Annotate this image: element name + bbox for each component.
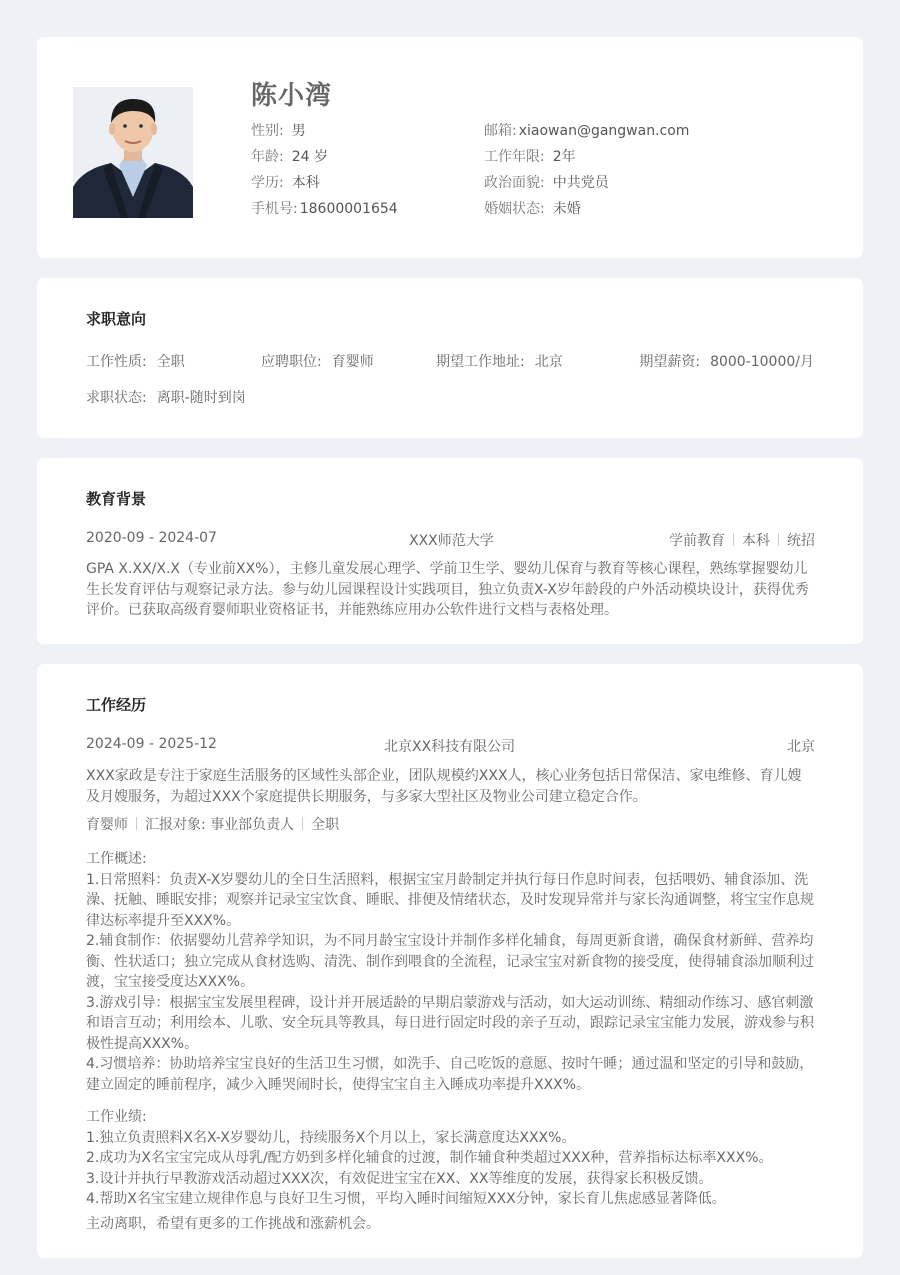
info-email: 邮箱: xiaowan@gangwan.com bbox=[484, 123, 690, 139]
overview-item: 3.游戏引导：根据宝宝发展里程碑，设计并开展适龄的早期启蒙游戏与活动，如大运动训练、精细动作练习、感官刺激和语言互动；利用绘本、儿歌、安全玩具等教具，每日进行固定时段的亲子互动，跟踪记录宝宝能力发展，游戏参与积极性提高XXX%。 bbox=[86, 994, 814, 1052]
work-company: 北京XX科技有限公司 bbox=[384, 739, 516, 755]
profile-info-right bbox=[484, 118, 689, 222]
info-degree: 学历: 本科 bbox=[251, 175, 320, 191]
overview-item: 4.习惯培养：协助培养宝宝良好的生活卫生习惯，如洗手、自己吃饭的意愿、按时午睡；通过温和坚定的引导和鼓励，建立固定的睡前程序，减少入睡哭闹时长，使得宝宝自主入睡成功率提升XXX%。 bbox=[86, 1056, 814, 1093]
info-age: 年龄: 24 岁 bbox=[251, 149, 328, 165]
profile-card bbox=[37, 37, 863, 258]
overview-item: 1.日常照料：负责X-X岁婴幼儿的全日生活照料，根据宝宝月龄制定并执行每日作息时间表，包括喂奶、辅食添加、洗澡、抚触、睡眠安排；观察并记录宝宝饮食、睡眠、排便及情绪状态，及时发现异常并与家长沟通调整，将宝宝作息规律达标率提升至XXX%。 bbox=[86, 871, 814, 929]
info-marital-status: 婚姻状态: 未婚 bbox=[484, 201, 581, 217]
work-experience-section bbox=[37, 664, 863, 1258]
section-title: 求职意向 bbox=[86, 310, 147, 328]
education-period: 2020-09 - 2024-07 bbox=[86, 530, 217, 546]
info-political-status: 政治面貌: 中共党员 bbox=[484, 175, 609, 191]
work-tags bbox=[86, 814, 339, 834]
info-work-years: 工作年限: 2年 bbox=[484, 149, 576, 165]
overview-title: 工作概述: bbox=[86, 851, 147, 867]
candidate-name: 陈小湾 bbox=[251, 81, 333, 111]
overview-item: 2.辅食制作：依据婴幼儿营养学知识，为不同月龄宝宝设计并制作多样化辅食，每周更新食谱，确保食材新鲜、营养均衡、性状适口；独立完成从食材选购、清洗、制作到喂食的全流程，记录宝宝对新食物的接受度，使得辅食添加顺利过渡，宝宝接受度达XXX%。 bbox=[86, 933, 814, 990]
company-description: XXX家政是专注于家庭生活服务的区域性头部企业，团队规模约XXX人，核心业务包括日常保洁、家电维修、育儿嫂及月嫂服务，为超过XXX个家庭提供长期服务，与多家大型社区及物业公司建立稳定合作。 bbox=[86, 768, 802, 805]
achievement-item: 2.成功为X名宝宝完成从母乳/配方奶到多样化辅食的过渡，制作辅食种类超过XXX种，营养指标达标率XXX%。 bbox=[86, 1150, 773, 1166]
section-title: 工作经历 bbox=[86, 696, 147, 714]
work-achievements bbox=[86, 1107, 814, 1210]
avatar-photo bbox=[73, 87, 193, 218]
intent-salary: 期望薪资: 8000-10000/月 bbox=[639, 354, 814, 370]
achievement-item: 1.独立负责照料X名X-X岁婴幼儿，持续服务X个月以上，家长满意度达XXX%。 bbox=[86, 1129, 576, 1146]
job-intent-section bbox=[37, 278, 863, 438]
education-enrollment: 统招 bbox=[787, 533, 815, 549]
work-city: 北京 bbox=[787, 739, 815, 755]
work-report-to: 汇报对象: 事业部负责人 bbox=[145, 817, 295, 833]
achievement-item: 4.帮助X名宝宝建立规律作息与良好卫生习惯，平均入睡时间缩短XXX分钟，家长育儿焦虑感显著降低。 bbox=[86, 1191, 726, 1207]
education-section bbox=[37, 458, 863, 644]
education-major: 学前教育 bbox=[669, 533, 725, 549]
achievements-title: 工作业绩: bbox=[86, 1109, 147, 1125]
education-description: GPA X.XX/X.X（专业前XX%），主修儿童发展心理学、学前卫生学、婴幼儿保育与教育等核心课程，熟练掌握婴幼儿生长发育评估与观察记录方法。参与幼儿园课程设计实践项目，独立负责X-X岁年龄段的户外活动模块设计，获得优秀评价。已获取高级育婴师职业资格证书，并能熟练应用办公软件进行文档与表格处理。 bbox=[86, 561, 809, 618]
profile-info-left bbox=[251, 118, 398, 222]
education-school: XXX师范大学 bbox=[409, 533, 494, 549]
work-period: 2024-09 - 2025-12 bbox=[86, 736, 217, 752]
work-role: 育婴师 bbox=[86, 817, 128, 833]
intent-job-type: 工作性质: 全职 bbox=[86, 354, 185, 370]
work-overview bbox=[86, 849, 814, 1095]
info-gender: 性别: 男 bbox=[251, 123, 306, 139]
intent-position: 应聘职位: 育婴师 bbox=[261, 354, 374, 370]
intent-location: 期望工作地址: 北京 bbox=[436, 354, 563, 370]
work-type: 全职 bbox=[311, 817, 340, 833]
education-tags bbox=[669, 530, 815, 550]
section-title: 教育背景 bbox=[86, 490, 147, 508]
intent-status: 求职状态: 离职-随时到岗 bbox=[86, 390, 246, 406]
education-degree: 本科 bbox=[742, 533, 770, 549]
achievement-item: 3.设计并执行早教游戏活动超过XXX次，有效促进宝宝在XX、XX等维度的发展，获得家长积极反馈。 bbox=[86, 1170, 713, 1187]
leave-reason: 主动离职，希望有更多的工作挑战和涨薪机会。 bbox=[86, 1216, 380, 1232]
info-phone: 手机号: 18600001654 bbox=[251, 201, 398, 217]
